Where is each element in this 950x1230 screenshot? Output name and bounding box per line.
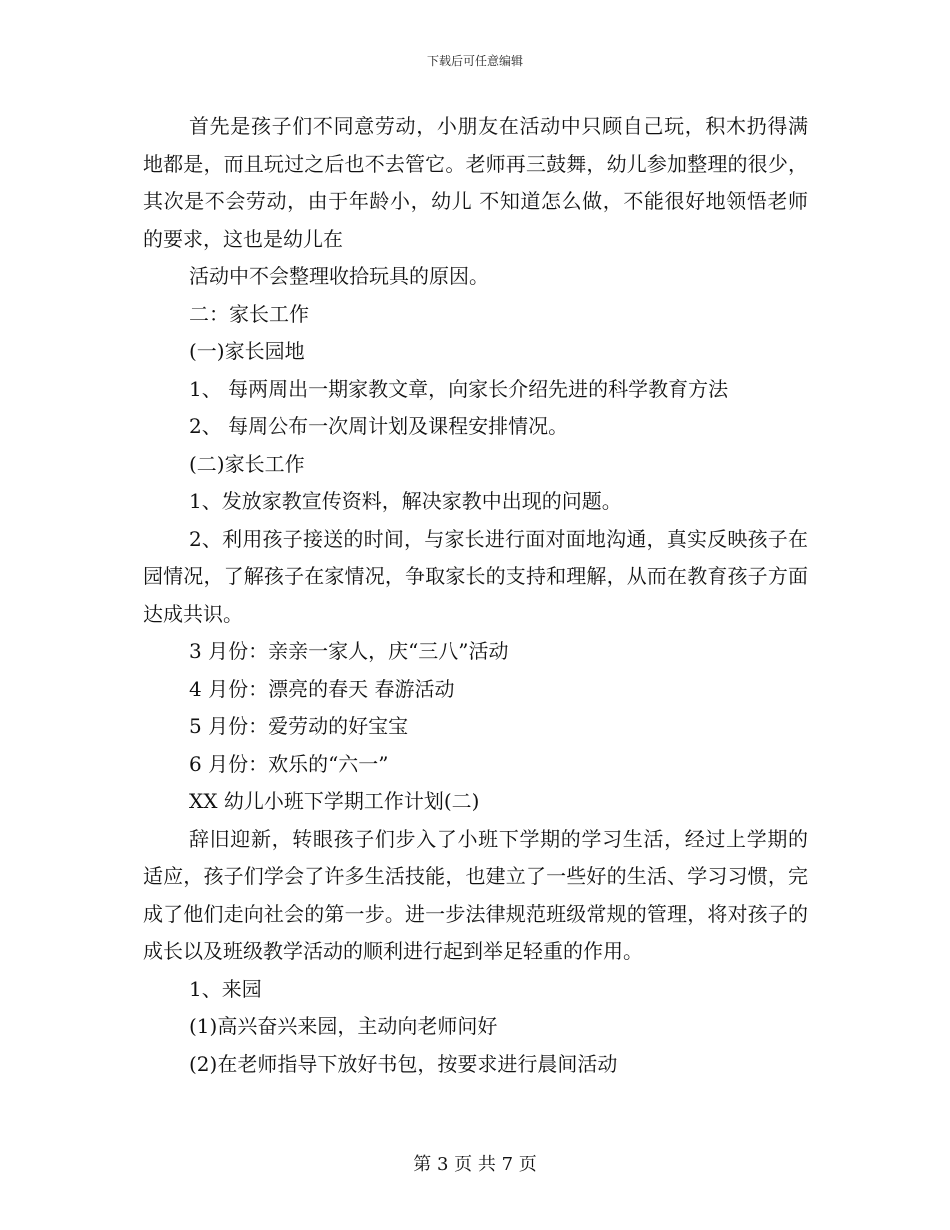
section-title-plan-two: XX 幼儿小班下学期工作计划(二) — [189, 789, 480, 813]
document-body — [143, 108, 808, 1083]
paragraph-introduction: 辞旧迎新，转眼孩子们步入了小班下学期的学习生活，经过上学期的适应，孩子们学会了许多生活技能，也建立了一些好的生活、学习习惯，完成了他们走向社会的第一步。进一步法律规范班级常规的管理，将对孩子的成长以及班级教学活动的顺利进行起到举足轻重的作用。 — [143, 826, 808, 963]
heading-parent-work: 二：家长工作 — [189, 301, 309, 326]
list-item-weekly-plan: 2、 每周公布一次周计划及课程安排情况。 — [189, 414, 569, 438]
page-header: 下载后可任意编辑 — [426, 54, 523, 68]
list-item-materials: 1、发放家教宣传资料，解决家教中出现的问题。 — [189, 489, 622, 513]
month-item-april: 4 月份：漂亮的春天 春游活动 — [189, 676, 455, 701]
subheading-arrival: 1、来园 — [189, 976, 262, 1001]
month-item-may: 5 月份：爱劳动的好宝宝 — [189, 714, 409, 738]
paragraph-communication: 2、利用孩子接送的时间，与家长进行面对面地沟通，真实反映孩子在园情况，了解孩子在家情况，争取家长的支持和理解，从而在教育孩子方面达成共识。 — [143, 526, 808, 626]
list-item-morning-activity: (2)在老师指导下放好书包，按要求进行晨间活动 — [189, 1051, 618, 1076]
subheading-parent-work: (二)家长工作 — [189, 451, 305, 476]
page-footer: 第 3 页 共 7 页 — [413, 1154, 537, 1175]
paragraph-labor-problem: 首先是孩子们不同意劳动，小朋友在活动中只顾自己玩，积木扔得满地都是，而且玩过之后也不去管它。老师再三鼓舞，幼儿参加整理的很少，其次是不会劳动，由于年龄小，幼儿 不知道怎么做，不能很好地领悟老师的要求，这也是幼儿在 — [143, 114, 808, 251]
list-item-greeting: (1)高兴奋兴来园，主动向老师问好 — [189, 1014, 498, 1038]
month-item-march: 3 月份：亲亲一家人，庆“三八”活动 — [189, 639, 509, 663]
subheading-parent-garden: (一)家长园地 — [189, 339, 305, 363]
list-item-biweekly-article: 1、 每两周出一期家教文章，向家长介绍先进的科学教育方法 — [189, 376, 729, 401]
month-item-june: 6 月份：欢乐的“六一” — [189, 751, 389, 776]
paragraph-labor-reason: 活动中不会整理收拾玩具的原因。 — [189, 264, 489, 288]
